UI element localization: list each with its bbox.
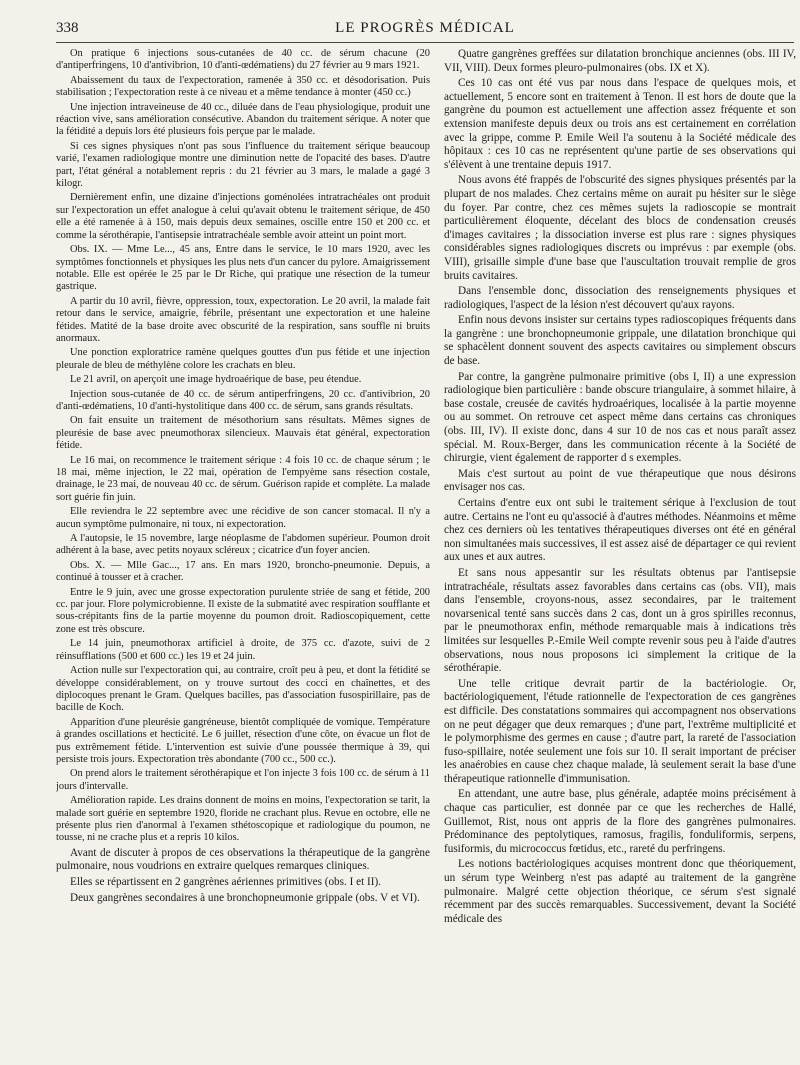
paragraph: Elles se répartissent en 2 gangrènes aériennes primitives (obs. I et II). bbox=[70, 875, 381, 888]
paragraph: Deux gangrènes secondaires à une bronchopneumonie grippale (obs. V et VI). bbox=[70, 891, 420, 904]
left-column bbox=[56, 48, 430, 1058]
paragraph: Avant de discuter à propos de ces observations la thérapeutique de la gangrène pulmonaire, nous voudrions en extraire quelques remarques cliniques. bbox=[56, 846, 430, 873]
paragraph: En attendant, une autre base, plus générale, adaptée moins précisément à chaque cas particulier, est donnée par ce que les recherches de Hallé, Guillemot, Rist, nous ont appris de la flore des gangrènes pulmonaires. Prédominance des peptolytiques, ramosus, fragilis, fonduliformis, serpens, fusiformis, du micrococcus fœtidus, etc., rareté du perfringens. bbox=[444, 788, 796, 855]
paragraph: Si ces signes physiques n'ont pas sous l'influence du traitement sérique beaucoup varié, l'examen radiologique montre une diminution nette de l'opacité des bases. D'autre part, l'état général a notablement repris : du 21 février au 3 mars, le malade a gagé 3 kilogr. bbox=[56, 140, 430, 190]
paragraph: Amélioration rapide. Les drains donnent de moins en moins, l'expectoration se tarit, la malade sort guérie en septembre 1920, floride ne crachant plus. Revue en octobre, elle ne présente plus rien d'anormal à l'examen sthétoscopique et radiologique du poumon, ne tousse, ni ne crache plus et a repris 10 kilos. bbox=[56, 795, 430, 844]
paragraph: Et sans nous appesantir sur les résultats obtenus par l'antisepsie intratrachéale, résultats assez favorables dans certains cas (obs. VII), mais dans l'ensemble, croyons-nous, assez secondaires, par le traitement novarsenical tenté sans succès dans 2 cas, dont un à gros spirilles reconnus, par le pneumothorax enfin, méthode remarquable mais à indications très limitées sur lesquelles P.-Emile Weil compte revenir sous peu à l'aide d'autres observations, nous nous proposons ici simplement la critique de la sérothérapie. bbox=[444, 566, 796, 675]
paragraph: Action nulle sur l'expectoration qui, au contraire, croît peu à peu, et dont la fétidité se développe considérablement, on y trouve surtout des cocci en chaînettes, et des diplocoques prenant le Gram. Quelques bacilles, pas d'association fusospirillaire, pas de bacille de Koch. bbox=[56, 665, 430, 714]
paragraph: Une ponction exploratrice ramène quelques gouttes d'un pus fétide et une injection pleurale de bleu de méthylène colore les crachats en bleu. bbox=[56, 347, 430, 371]
paragraph: Une injection intraveineuse de 40 cc., diluée dans de l'eau physiologique, produit une réaction vive, sans amélioration consécutive. Abandon du traitement sérique. A noter que la fétidité a depuis lors été plusieurs fois perçue par le malade. bbox=[56, 101, 430, 138]
paragraph: On prend alors le traitement sérothérapique et l'on injecte 3 fois 100 cc. de sérum à 11 jours d'intervalle. bbox=[56, 768, 430, 792]
paragraph: Obs. X. — Mlle Gac..., 17 ans. En mars 1920, broncho-pneumonie. Depuis, a continué à tousser et à cracher. bbox=[56, 559, 430, 584]
paragraph: Mais c'est surtout au point de vue thérapeutique que nous désirons envisager nos cas. bbox=[444, 467, 796, 494]
paragraph: Injection sous-cutanée de 40 cc. de sérum antiperfringens, 20 cc. d'antivibrion, 20 d'anti-œdématiens, 10 d'anti-hystolitique dans 400 cc. de sérum, sans grands résultats. bbox=[56, 388, 430, 412]
paragraph: A partir du 10 avril, fièvre, oppression, toux, expectoration. Le 20 avril, la malade fait retour dans le service, amaigrie, fébrile, présentant une expectoration et une haleine fétides. Matité de la base droite avec obscurité de la respiration, sans souffle ni bruits anormaux. bbox=[56, 295, 430, 344]
paragraph: Ces 10 cas ont été vus par nous dans l'espace de quelques mois, et actuellement, 5 encore sont en traitement à Tenon. Il est hors de doute que la gangrène du poumon est actuellement une affection assez fréquente et son extension manifeste depuis deux ou trois ans est certainement en corrélation avec la grippe, comme P. Emile Weil l'a soutenu à la Société médicale des hôpitaux : ces 10 cas ne représentent qu'une partie de ses observations qui s'élèvent à une trentaine depuis 1917. bbox=[444, 77, 796, 171]
paragraph: On fait ensuite un traitement de mésothorium sans résultats. Mêmes signes de pleurésie de base avec pneumothorax silencieux. Mauvais état général, expectoration fétide. bbox=[56, 415, 430, 452]
paragraph: Dans l'ensemble donc, dissociation des renseignements physiques et radiologiques, l'aspect de la lésion n'est découvert qu'aux rayons. bbox=[444, 285, 796, 311]
paragraph: Enfin nous devons insister sur certains types radioscopiques fréquents dans la gangrène : une bronchopneumonie grippale, une dilatation bronchique qui se sphacèlent donnent souvent des aspects cavitaires ou simplement obscurs de base. bbox=[444, 314, 796, 368]
paragraph: Quatre gangrènes greffées sur dilatation bronchique anciennes (obs. III IV, VII, VIII). Deux formes pleuro-pulmonaires (obs. IX et X). bbox=[444, 48, 796, 74]
paragraph: Elle reviendra le 22 septembre avec une récidive de son cancer stomacal. Il n'y a aucun symptôme pulmonaire, ni toux, ni expectoration. bbox=[56, 506, 430, 530]
paragraph: Les notions bactériologiques acquises montrent donc que théoriquement, un sérum type Weinberg n'est pas adapté au traitement de la gangrène pulmonaire. Malgré cette objection théorique, ce sérum s'est signalé récemment par des succès remarquables. Successivement, devant la Société médicale des bbox=[444, 858, 796, 925]
paragraph: Le 21 avril, on aperçoit une image hydroaérique de base, peu étendue. bbox=[70, 374, 362, 386]
paragraph: Certains d'entre eux ont subi le traitement sérique à l'exclusion de tout autre. Certains ne l'ont eu qu'associé à d'autres méthodes. Néanmoins et même chez ces derniers où les tentatives thérapeutiques diverses ont été en général non simultanées mais successives, il est assez aisé de départager ce qui revient aux unes et aux autres. bbox=[444, 497, 796, 564]
paragraph: Une telle critique devrait partir de la bactériologie. Or, bactériologiquement, l'étude rationnelle de l'expectoration de ces gangrènes est difficile. Des constatations sommaires qui accompagnent nos observations on ne peut dégager que deux remarques ; d'une part, l'extrême multiplicité et le polymorphisme des germes en cause ; d'autre part, la rareté de l'association fuso-spillaire, notée seulement une fois sur 10. Il serait important de préciser les anaérobies en cause chez chaque malade, là seulement serait la base d'une thérapeutique rationnelle d'immunisation. bbox=[444, 677, 796, 785]
journal-title: LE PROGRÈS MÉDICAL bbox=[335, 20, 515, 36]
paragraph: A l'autopsie, le 15 novembre, large néoplasme de l'abdomen supérieur. Poumon droit adhérent à la base, avec petits noyaux scléreux ; cicatrice d'un foyer ancien. bbox=[56, 533, 430, 557]
page-header bbox=[56, 20, 794, 43]
paragraph: Nous avons été frappés de l'obscurité des signes physiques présentés par la plupart de nos malades. Chez certains même on aurait pu hésiter sur le siège du foyer. Par contre, chez ces mêmes sujets la radioscopie se montrait particulièrement éloquente, décelant des blocs de condensation creusés d'images cavitaires ; la dissociation inverse est plus rare : signes physiques considérables signes radiologiques discrets ou imprévus : par exemple (obs. VIII), grisaille simple d'une base que l'auscultation trouvait remplie de gros bruits cavitaires. bbox=[444, 174, 796, 282]
paragraph: Apparition d'une pleurésie gangréneuse, bientôt compliquée de vomique. Température à grandes oscillations et hecticité. Le 6 juillet, résection d'une côte, on évacue un flot de pus extrêmement fétide. L'intervention est suivie d'une poussée thermique à 39, qui persiste trois jours. Expectoration très abondante (700 cc., 500 cc.). bbox=[56, 716, 430, 765]
page-number: 338 bbox=[56, 20, 79, 36]
paragraph: Le 14 juin, pneumothorax artificiel à droite, de 375 cc. d'azote, suivi de 2 réinsufflations (500 et 600 cc.) les 19 et 24 juin. bbox=[56, 638, 430, 662]
paragraph: Obs. IX. — Mme Le..., 45 ans, Entre dans le service, le 10 mars 1920, avec les symptômes fonctionnels et physiques les plus nets d'un cancer du pylore. Amaigrissement notable. Elle est opérée le 25 par le Dr Riche, qui pratique une résection de la tumeur gastrique. bbox=[56, 244, 430, 293]
paragraph: Entre le 9 juin, avec une grosse expectoration purulente striée de sang et fétide, 200 cc. par jour. Flore polymicrobienne. Il existe de la submatité avec respiration soufflante et sous-crépitants fins de la partie moyenne du poumon droit. Radioscopiquement, cette zone est très obscure. bbox=[56, 586, 430, 635]
paragraph: Par contre, la gangrène pulmonaire primitive (obs I, II) a une expression radiologique bien particulière : bande obscure triangulaire, à sommet hilaire, à base costale, creusée de cavités hydroaériques, localisée à la partie moyenne ou au sommet. On retrouve cet aspect même dans certains cas chroniques (obs. III, IV). Il existe donc, dans 4 sur 10 de nos cas et nous paraît assez spécial. M. Roux-Berger, dans les communication récente à la Société de chirurgie, vient également de rapporter d s exemples. bbox=[444, 370, 796, 465]
right-column bbox=[444, 48, 796, 1058]
paragraph: On pratique 6 injections sous-cutanées de 40 cc. de sérum chacune (20 d'antiperfringens, 10 d'antivibrion, 10 d'anti-œdématiens) du 27 février au 9 mars 1921. bbox=[56, 48, 430, 72]
paragraph: Dernièrement enfin, une dizaine d'injections goménolées intratrachéales ont produit sur l'expectoration un effet analogue à celui qu'avait obtenu le traitement sérique, de 450 elle a été ramenée à à 150, mais depuis deux semaines, oscille entre 150 et 200 cc. et comme la sérothérapie, l'antisepsie intratrachéale semble avoir atteint un point mort. bbox=[56, 192, 430, 241]
paragraph: Le 16 mai, on recommence le traitement sérique : 4 fois 10 cc. de chaque sérum ; le 18 mai, même injection, le 22 mai, opération de l'empyème sans résection costale, drainage, le 23 mai, de nouveau 40 cc. de sérum. Guérison rapide et complète. La malade sort guérie fin juin. bbox=[56, 454, 430, 503]
paragraph: Abaissement du taux de l'expectoration, ramenée à 350 cc. et désodorisation. Puis stabilisation ; l'expectoration reste à ce niveau et a même tendance à monter (450 cc.) bbox=[56, 74, 430, 99]
